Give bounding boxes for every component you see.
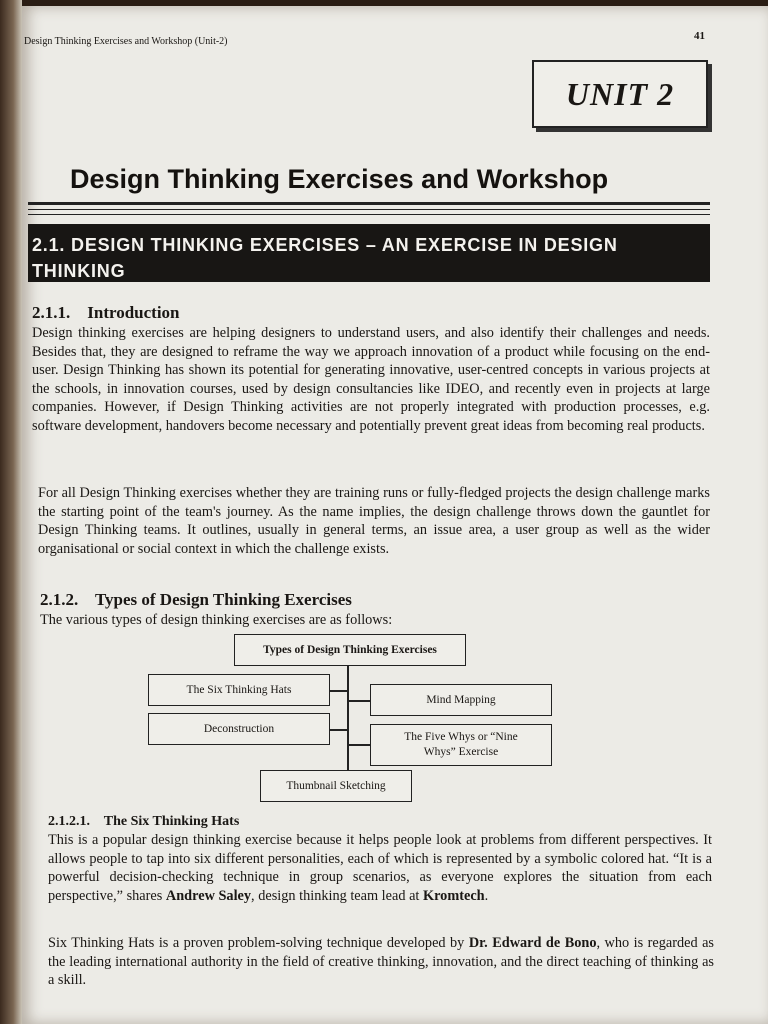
chapter-title: Design Thinking Exercises and Workshop <box>70 164 609 194</box>
introduction-heading: 2.1.1. Introduction <box>32 303 180 322</box>
text-run: . <box>484 887 489 904</box>
types-intro: The various types of design thinking exercises are as follows: <box>40 612 393 628</box>
person-name: Dr. Edward de Bono <box>468 935 597 951</box>
types-heading: 2.1.2. Types of Design Thinking Exercises <box>40 590 352 609</box>
running-head: Design Thinking Exercises and Workshop (Unit-2) <box>24 36 228 47</box>
diagram-node-thumbnail-sketching <box>260 770 412 802</box>
title-rule <box>28 214 710 215</box>
person-name: Andrew Saley <box>165 887 252 904</box>
diagram-label: Thumbnail Sketching <box>286 779 386 792</box>
text-run: , design thinking team lead at <box>251 887 423 904</box>
text-run: Six Thinking Hats is a proven problem-solving technique developed by <box>48 935 469 951</box>
section-heading: 2.1. DESIGN THINKING EXERCISES – AN EXERCISE IN DESIGN THINKING <box>28 224 710 282</box>
book-page <box>22 6 768 1024</box>
title-rule <box>28 202 710 205</box>
diagram-trunk-line <box>347 666 349 770</box>
diagram-connector <box>348 744 370 746</box>
diagram-node-deconstruction <box>148 713 330 745</box>
diagram-node-six-hats <box>148 674 330 706</box>
six-hats-paragraph-1 <box>48 831 712 905</box>
diagram-label: Deconstruction <box>203 722 275 735</box>
diagram-root-node <box>234 634 466 666</box>
diagram-label: The Six Thinking Hats <box>186 683 292 696</box>
page-number: 41 <box>694 30 705 42</box>
introduction-paragraph-1: Design thinking exercises are helping designers to understand users, and also identify their challenges and needs. Besides that, they are designed to reframe the way we approach innovation of a product while focusing on the end-user. Design Thinking has shown its potential for generating innovative, user-centred concepts in various projects at the schools, in innovation courses, used by design consultancies like IDEO, and recently even in projects at large companies. However, if Design Thinking activities are not properly integrated with production processes, e.g. software development, handovers become necessary and potentially prevent great ideas from becoming real products. <box>32 325 710 434</box>
diagram-node-five-whys <box>370 724 552 766</box>
title-rule <box>28 209 710 210</box>
six-hats-paragraph-2 <box>48 934 714 990</box>
diagram-connector <box>330 690 348 692</box>
text-run: , who is regarded as the leading international authority in the field of creative thinking, innovation, and the direct teaching of thinking as a skill. <box>48 935 714 989</box>
unit-label: UNIT 2 <box>565 75 675 112</box>
diagram-label: Mind Mapping <box>426 693 496 706</box>
book-spine-shadow <box>0 0 22 1024</box>
unit-label-box <box>532 60 708 128</box>
six-hats-heading: 2.1.2.1. The Six Thinking Hats <box>48 814 240 829</box>
introduction-paragraph-2: For all Design Thinking exercises whether they are training runs or fully-fledged projects the design challenge marks the starting point of the team's journey. As the name implies, the design challenge throws down the gauntlet for Design Thinking teams. It outlines, usually in general terms, an issue area, a user group as well as the wider organisational or social context in which the challenge exists. <box>38 485 710 557</box>
diagram-connector <box>348 700 370 702</box>
diagram-root-label: Types of Design Thinking Exercises <box>263 643 437 656</box>
diagram-node-mind-mapping <box>370 684 552 716</box>
diagram-label: The Five Whys or “Nine Whys” Exercise <box>404 731 518 758</box>
text-run: This is a popular design thinking exercise because it helps people look at problems from different perspectives. It allows people to tap into six different personalities, each of which is represented by a symbolic colored hat. “It is a powerful decision-checking technique in group scenarios, as everyone explores the situation from each perspective,” shares <box>48 832 712 904</box>
company-name: Kromtech <box>422 887 485 904</box>
diagram-connector <box>330 729 348 731</box>
